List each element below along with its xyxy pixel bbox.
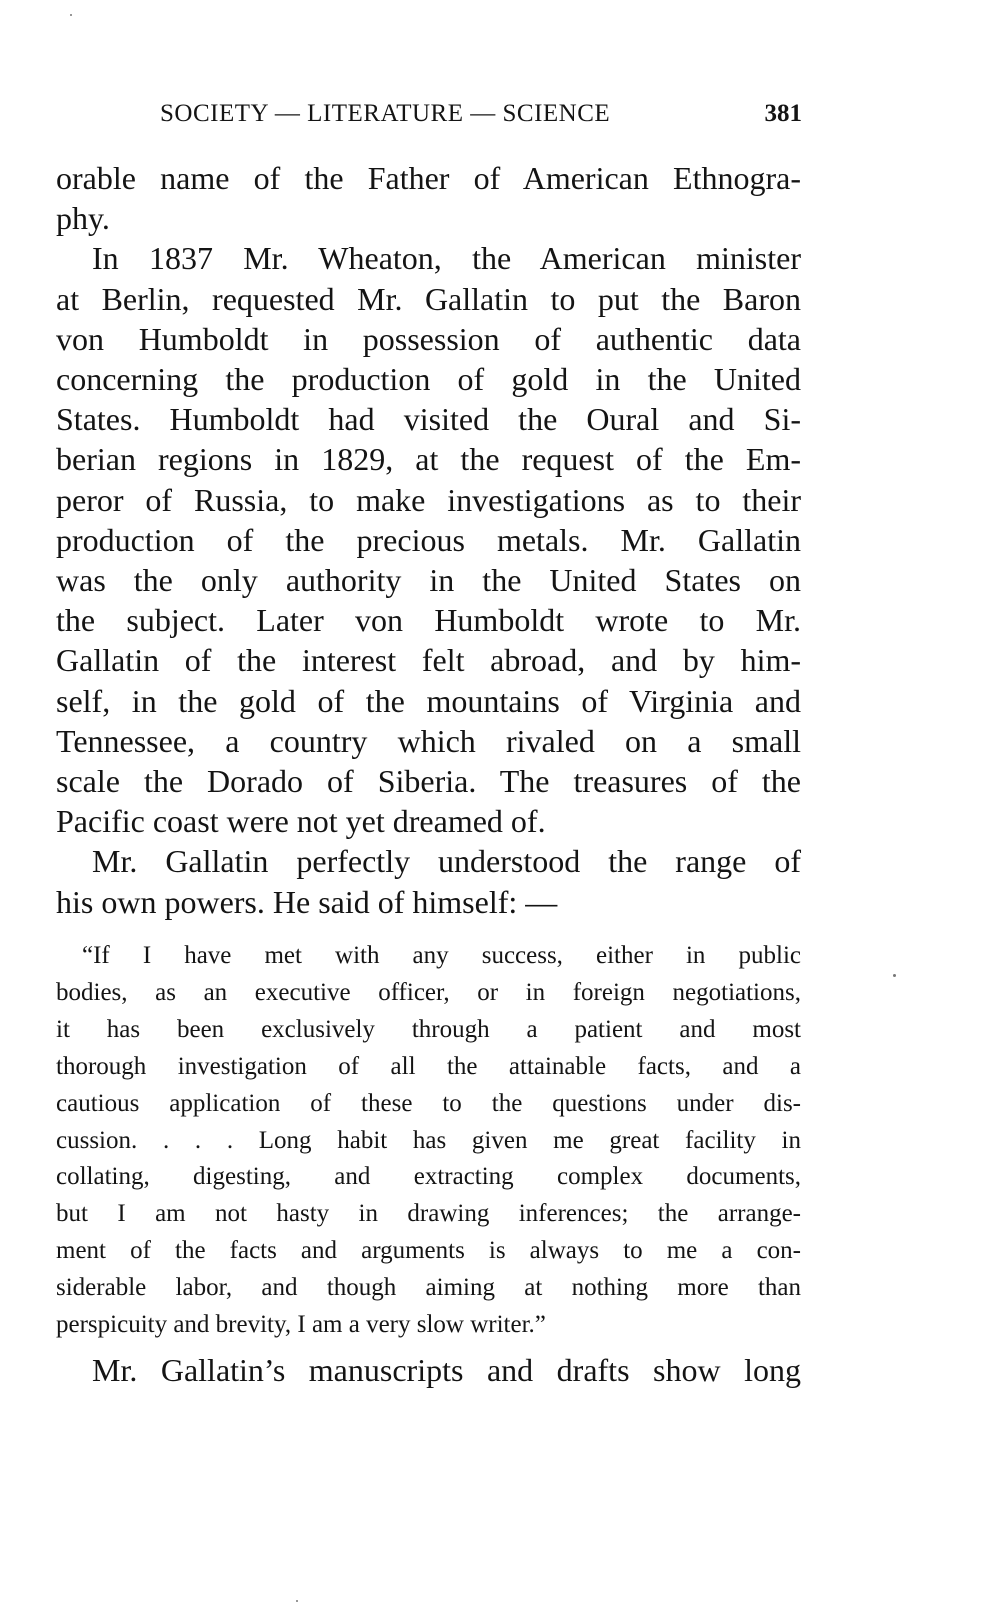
text-line: Gallatin of the interest felt abroad, and by him- <box>56 642 801 679</box>
text-line: berian regions in 1829, at the request of the Em- <box>56 441 801 478</box>
quote-line: bodies, as an executive officer, or in foreign negotiations, <box>56 978 801 1006</box>
text-line: peror of Russia, to make investigations as to their <box>56 481 801 518</box>
page-number: 381 <box>764 100 802 127</box>
closing-text <box>56 1350 801 1390</box>
text-line: at Berlin, requested Mr. Gallatin to put the Baron <box>56 280 801 317</box>
quote-line: it has been exclusively through a patient and most <box>56 1015 801 1043</box>
quote-line: “If I have met with any success, either in public <box>82 942 801 969</box>
page-header <box>160 100 802 140</box>
text-line: In 1837 Mr. Wheaton, the American minister <box>92 240 801 277</box>
scan-speck <box>70 14 72 16</box>
running-head: SOCIETY — LITERATURE — SCIENCE <box>160 100 611 127</box>
text-line: the subject. Later von Humboldt wrote to Mr. <box>56 602 801 639</box>
block-quote <box>56 938 801 1344</box>
text-line: his own powers. He said of himself: — <box>56 883 558 920</box>
scan-speck <box>893 974 896 977</box>
quote-line: collating, digesting, and extracting complex documents, <box>56 1163 801 1191</box>
quote-line: cussion. . . . Long habit has given me great facility in <box>56 1126 801 1154</box>
text-line: Mr. Gallatin’s manuscripts and drafts show long <box>92 1352 801 1388</box>
quote-line: but I am not hasty in drawing inferences; the arrange- <box>56 1200 801 1228</box>
paragraph-powers <box>56 841 801 921</box>
scan-speck <box>296 1600 298 1602</box>
quote-line: cautious application of these to the questions under dis- <box>56 1089 801 1117</box>
quote-line: siderable labor, and though aiming at nothing more than <box>56 1274 801 1302</box>
quote-line: perspicuity and brevity, I am a very slow writer.” <box>56 1311 546 1339</box>
text-line: concerning the production of gold in the United <box>56 361 801 398</box>
paragraph-manuscripts <box>56 1350 801 1390</box>
paragraph-humboldt <box>56 238 801 841</box>
quote-line: ment of the facts and arguments is always to me a con- <box>56 1237 801 1265</box>
paragraph-continuation <box>56 158 801 238</box>
text-line: States. Humboldt had visited the Oural and Si- <box>56 401 801 438</box>
text-line: Pacific coast were not yet dreamed of. <box>56 803 546 840</box>
text-line: was the only authority in the United States on <box>56 562 801 599</box>
quote-paragraph <box>56 938 801 1344</box>
text-line: Tennessee, a country which rivaled on a small <box>56 722 801 759</box>
text-line: orable name of the Father of American Ethnogra- <box>56 160 801 196</box>
text-line: von Humboldt in possession of authentic data <box>56 320 801 357</box>
quote-line: thorough investigation of all the attainable facts, and a <box>56 1052 801 1080</box>
text-line: scale the Dorado of Siberia. The treasures of the <box>56 763 801 800</box>
text-line: self, in the gold of the mountains of Virginia and <box>56 682 801 719</box>
text-line: Mr. Gallatin perfectly understood the range of <box>92 843 801 880</box>
body-text <box>56 158 801 922</box>
text-line: phy. <box>56 200 110 237</box>
text-line: production of the precious metals. Mr. Gallatin <box>56 521 801 558</box>
